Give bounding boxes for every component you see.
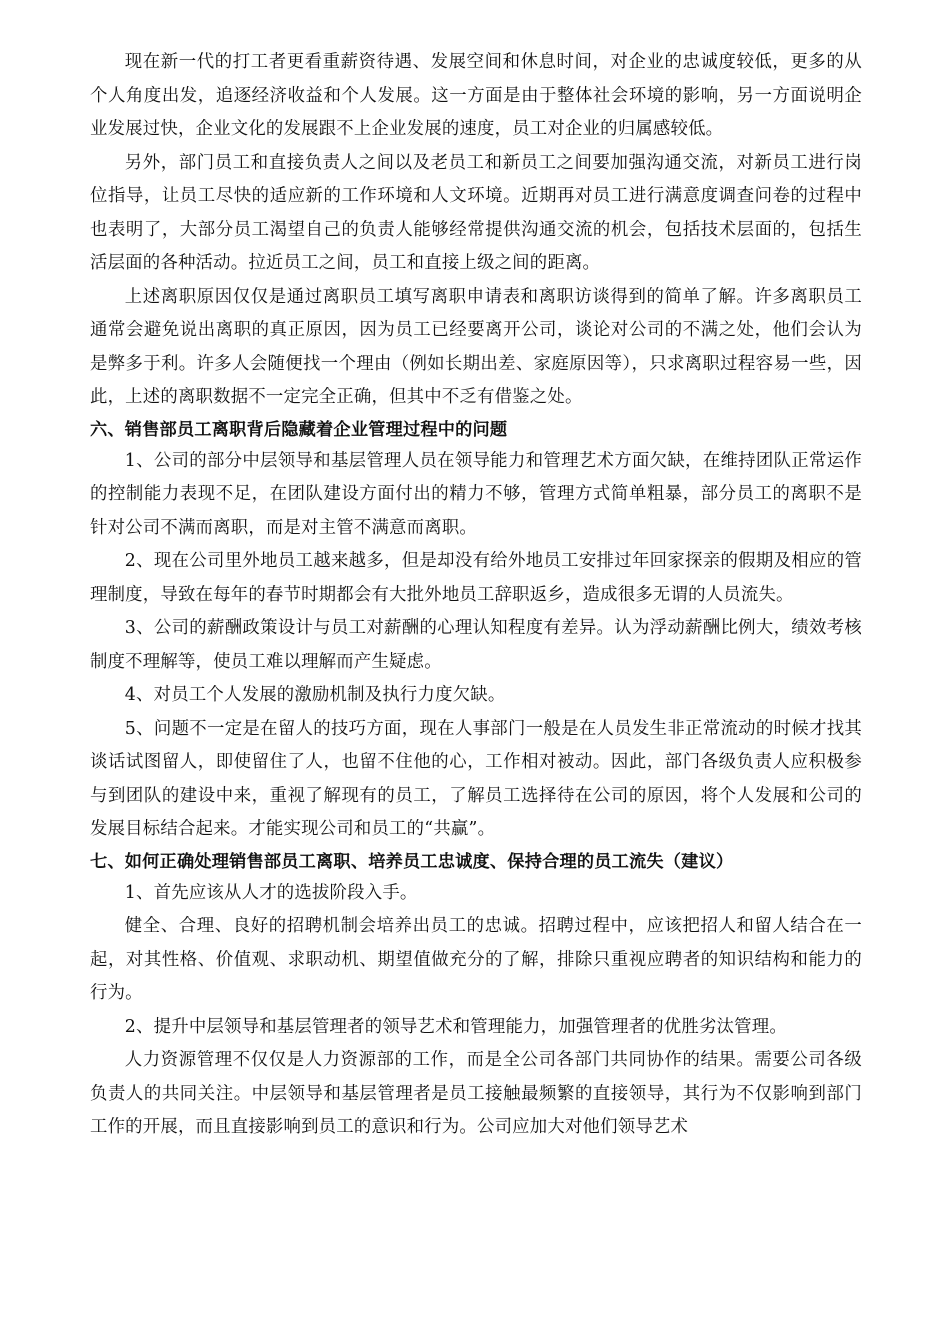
paragraph-recruitment: 健全、合理、良好的招聘机制会培养出员工的忠诚。招聘过程中，应该把招人和留人结合在一起，对其性格、价值观、求职动机、期望值做充分的了解，排除只重视应聘者的知识结构和能力的行为。	[90, 916, 862, 1003]
paragraph-issue-5: 5、问题不一定是在留人的技巧方面，现在人事部门一般是在人员发生非正常流动的时候才找其谈话试图留人，即使留住了人，也留不住他的心，工作相对被动。因此，部门各级负责人应积极参与到团队的建设中来，重视了解现有的员工，了解员工选择待在公司的原因，将个人发展和公司的发展目标结合起来。才能实现公司和员工的“共赢”。	[90, 718, 862, 839]
section-heading-7: 七、如何正确处理销售部员工离职、培养员工忠诚度、保持合理的员工流失（建议）	[90, 851, 734, 872]
section-heading-6: 六、销售部员工离职背后隐藏着企业管理过程中的问题	[90, 419, 508, 440]
paragraph-issue-1: 1、公司的部分中层领导和基层管理人员在领导能力和管理艺术方面欠缺，在维持团队正常运作的控制能力表现不足，在团队建设方面付出的精力不够，管理方式简单粗暴，部分员工的离职不是针对公司不满而离职，而是对主管不满意而离职。	[90, 450, 862, 538]
paragraph-issue-2: 2、现在公司里外地员工越来越多，但是却没有给外地员工安排过年回家探亲的假期及相应的管理制度，导致在每年的春节时期都会有大批外地员工辞职返乡，造成很多无谓的人员流失。	[90, 551, 862, 605]
document-page	[90, 46, 862, 1145]
paragraph-hr-management: 人力资源管理不仅仅是人力资源部的工作，而是全公司各部门共同协作的结果。需要公司各级负责人的共同关注。中层领导和基层管理者是员工接触最频繁的直接领导，其行为不仅影响到部门工作的开展，而且直接影响到员工的意识和行为。公司应加大对他们领导艺术	[90, 1050, 862, 1137]
paragraph-suggestion-1: 1、首先应该从人才的选拔阶段入手。	[124, 882, 418, 903]
paragraph-suggestion-2: 2、提升中层领导和基层管理者的领导艺术和管理能力，加强管理者的优胜劣汰管理。	[124, 1016, 787, 1037]
paragraph-issue-4: 4、对员工个人发展的激励机制及执行力度欠缺。	[124, 685, 506, 705]
paragraph-issue-3: 3、公司的薪酬政策设计与员工对薪酬的心理认知程度有差异。认为浮动薪酬比例大，绩效考核制度不理解等，使员工难以理解而产生疑虑。	[90, 618, 862, 672]
paragraph-resignation-reasons: 上述离职原因仅仅是通过离职员工填写离职申请表和离职访谈得到的简单了解。许多离职员工通常会避免说出离职的真正原因，因为员工已经要离开公司，谈论对公司的不满之处，他们会认为是弊多于利。许多人会随便找一个理由（例如长期出差、家庭原因等），只求离职过程容易一些，因此，上述的离职数据不一定完全正确，但其中不乏有借鉴之处。	[90, 286, 862, 407]
paragraph-communication: 另外，部门员工和直接负责人之间以及老员工和新员工之间要加强沟通交流，对新员工进行岗位指导，让员工尽快的适应新的工作环境和人文环境。近期再对员工进行满意度调查问卷的过程中也表明了，大部分员工渴望自己的负责人能够经常提供沟通交流的机会，包括技术层面的，包括生活层面的各种活动。拉近员工之间，员工和直接上级之间的距离。	[90, 152, 862, 273]
paragraph-loyalty: 现在新一代的打工者更看重薪资待遇、发展空间和休息时间，对企业的忠诚度较低，更多的从个人角度出发，追逐经济收益和个人发展。这一方面是由于整体社会环境的影响，另一方面说明企业发展过快，企业文化的发展跟不上企业发展的速度，员工对企业的归属感较低。	[90, 52, 862, 139]
